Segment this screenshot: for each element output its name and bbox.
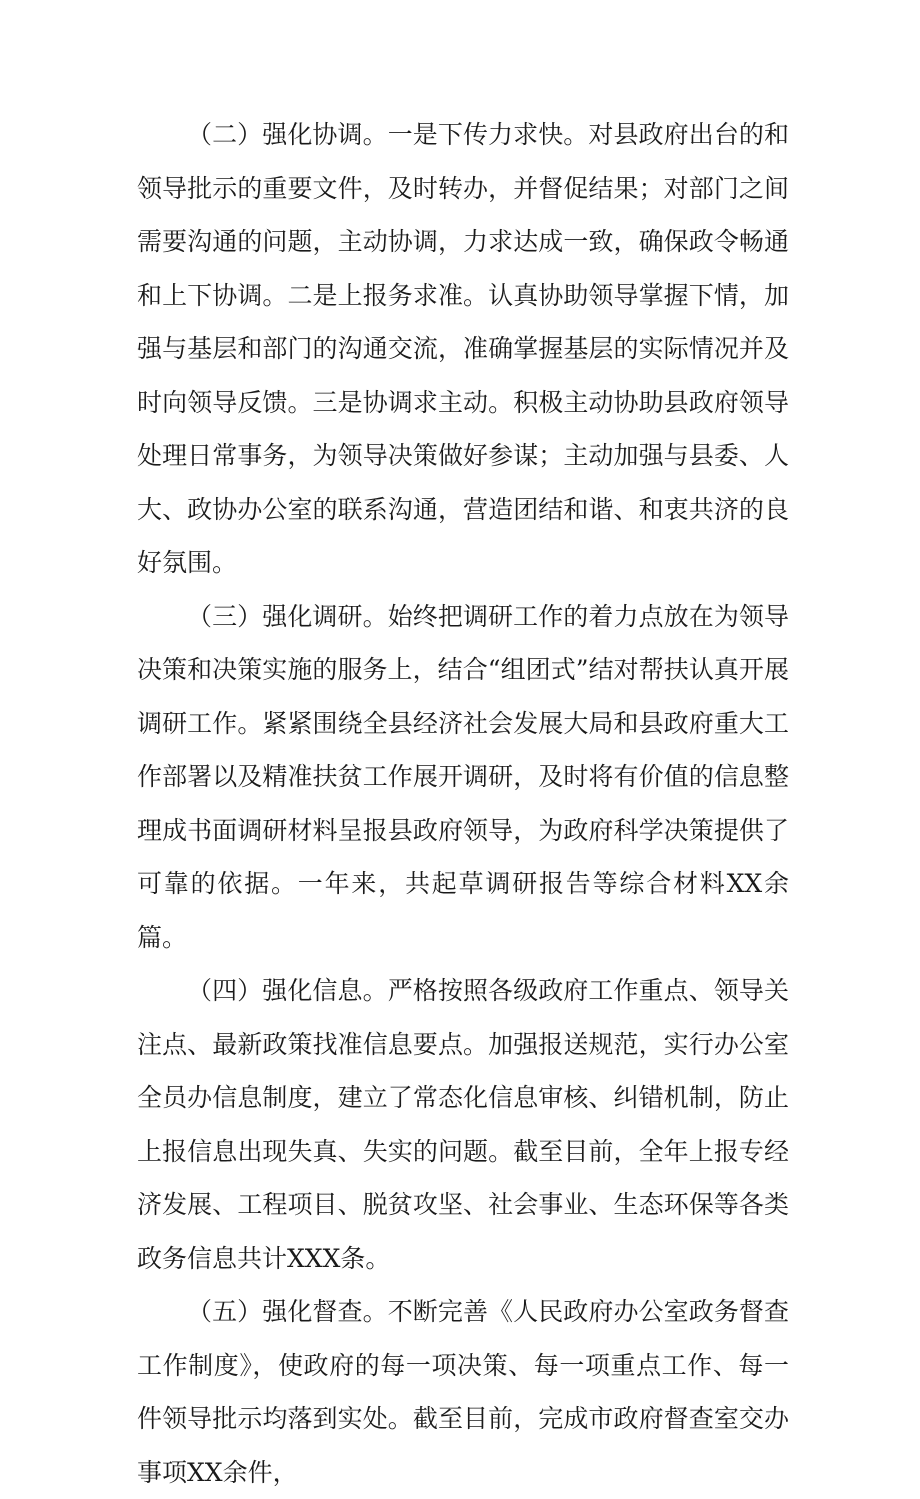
document-body — [137, 108, 789, 1499]
paragraph-supervision: （五）强化督查。不断完善《人民政府办公室政务督查工作制度》，使政府的每一项决策、每一项重点工作、每一件领导批示均落到实处。截至目前，完成市政府督查室交办事项XX余件， — [137, 1297, 789, 1487]
paragraph-research: （三）强化调研。始终把调研工作的着力点放在为领导决策和决策实施的服务上，结合“组团式”结对帮扶认真开展调研工作。紧紧围绕全县经济社会发展大局和县政府重大工作部署以及精准扶贫工作展开调研，及时将有价值的信息整理成书面调研材料呈报县政府领导，为政府科学决策提供了可靠的依据。一年来，共起草调研报告等综合材料XX余篇。 — [137, 601, 789, 952]
paragraph-coordination: （二）强化协调。一是下传力求快。对县政府出台的和领导批示的重要文件，及时转办，并督促结果；对部门之间需要沟通的问题，主动协调，力求达成一致，确保政令畅通和上下协调。二是上报务求准。认真协助领导掌握下情，加强与基层和部门的沟通交流，准确掌握基层的实际情况并及时向领导反馈。三是协调求主动。积极主动协助县政府领导处理日常事务，为领导决策做好参谋；主动加强与县委、人大、政协办公室的联系沟通，营造团结和谐、和衷共济的良好氛围。 — [137, 120, 789, 577]
paragraph-information: （四）强化信息。严格按照各级政府工作重点、领导关注点、最新政策找准信息要点。加强报送规范，实行办公室全员办信息制度，建立了常态化信息审核、纠错机制，防止上报信息出现失真、失实的问题。截至目前，全年上报专经济发展、工程项目、脱贫攻坚、社会事业、生态环保等各类政务信息共计XXX条。 — [137, 976, 789, 1273]
